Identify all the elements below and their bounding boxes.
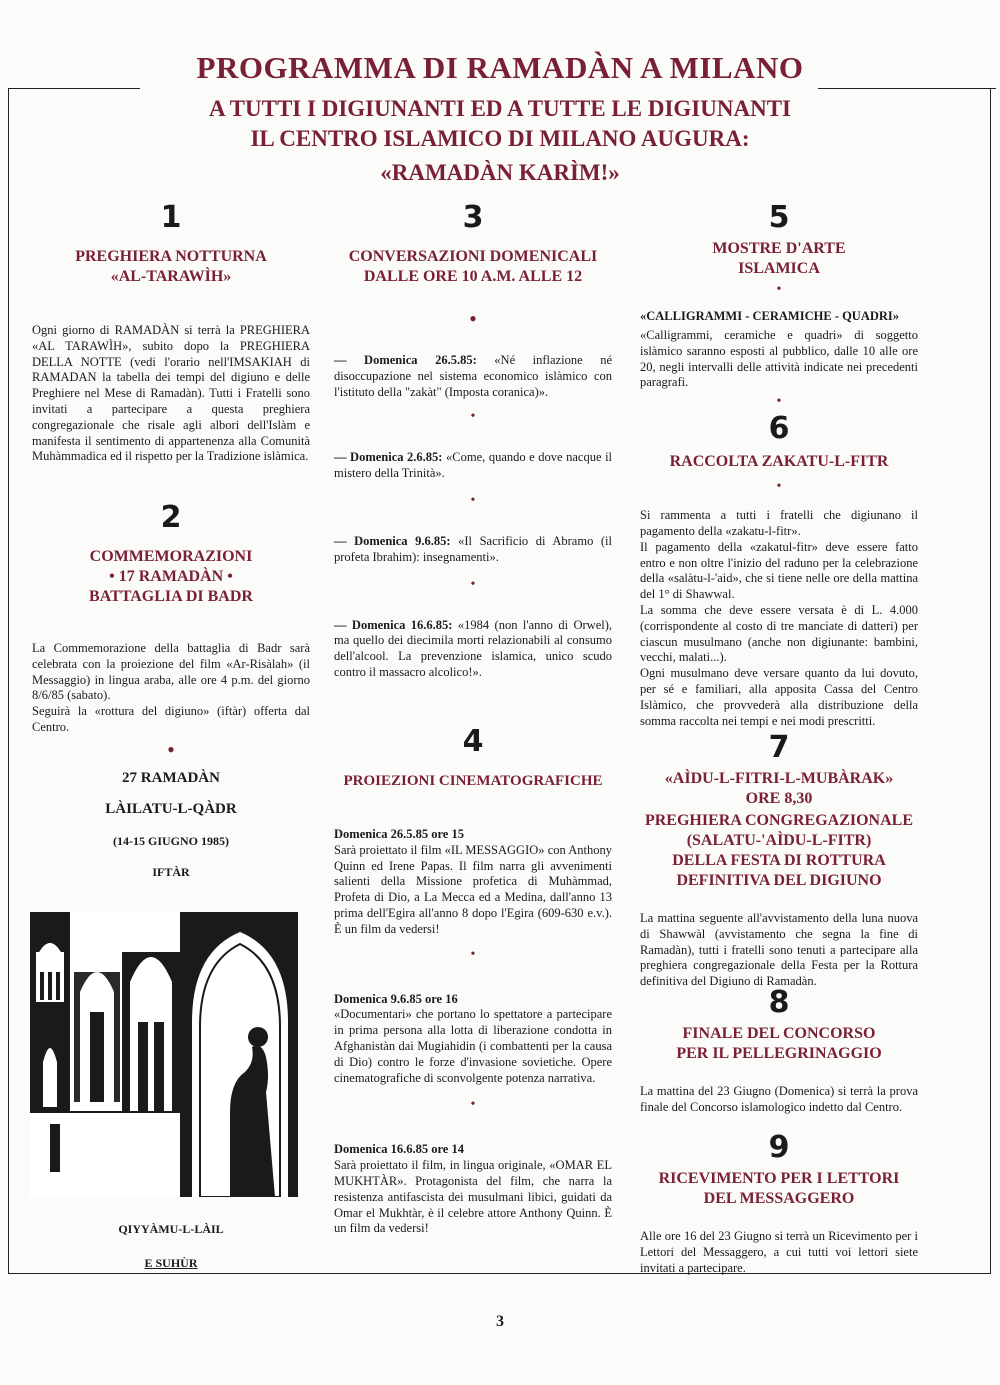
conversation-date: — Domenica 9.6.85:: [334, 533, 451, 548]
section-9-heading-line-2: DEL MESSAGGERO: [703, 1190, 855, 1207]
iftar-label: IFTÀR: [152, 864, 190, 879]
section-number-3: 3: [462, 200, 484, 235]
section-number-8: 8: [768, 985, 790, 1020]
screening-item: [334, 1142, 612, 1237]
conversation-date: — Domenica 2.6.85:: [334, 450, 443, 465]
screening-item: [334, 827, 612, 938]
bullet-divider: •: [470, 409, 476, 425]
section-2-heading-line-2: • 17 RAMADÀN •: [109, 568, 233, 585]
conversation-topic: «1984 (non l'anno di Orwel), ma quello dei diecimila morti relazionabili al consumo dell'alcool. La prevenzione islamica, unico scudo contro il massacro alcolico!».: [334, 617, 613, 679]
section-8-heading-line-2: PER IL PELLEGRINAGGIO: [676, 1045, 882, 1062]
bullet-divider: •: [470, 1097, 476, 1113]
section-2-heading-line-1: COMMEMORAZIONI: [89, 548, 253, 565]
section-7-heading-line-3: PREGHIERA CONGREGAZIONALE: [644, 812, 914, 829]
section-number-6: 6: [768, 411, 790, 447]
screening-description: Sarà proiettato il film, in lingua originale, «OMAR EL MUKHTÀR». Protagonista del film, che narra la resistenza antifascista dei musulmani libici, guidati da Omar el Mukhtàr, è il celebre attore Anthony Quinn. È un film da vedersi!: [334, 1158, 612, 1236]
screening-description: Sarà proiettato il film «IL MESSAGGIO» con Anthony Quinn ed Irene Papas. Il film narra gli avvenimenti salienti della Missione profetica di Muhàmmad, Profeta di Dio, a La Mecca ed a Medina, dall'anno 13 prima dell'Egira all'anno 8 dopo l'Egira (609-630 e.v.). È un film da vedersi!: [334, 842, 612, 936]
section-1-heading-line-2: «AL-TARAWÌH»: [110, 268, 232, 285]
lailatul-qadr-heading: LÀILATU-L-QÀDR: [105, 800, 237, 817]
bullet-divider: •: [167, 736, 175, 762]
section-9-heading-line-1: RICEVIMENTO PER I LETTORI: [658, 1170, 900, 1187]
suhur-label: E SUHÙR: [144, 1256, 198, 1270]
section-7-heading-line-2: ORE 8,30: [745, 790, 813, 807]
section-1-heading-line-1: PREGHIERA NOTTURNA: [75, 248, 267, 265]
section-7-heading-line-4: (SALATU-'AÌDU-L-FITR): [686, 832, 872, 849]
column-1: [32, 200, 310, 465]
lailatul-qadr-date: (14-15 GIUGNO 1985): [113, 833, 229, 848]
section-6-heading: RACCOLTA ZAKATU-L-FITR: [669, 453, 889, 471]
bullet-divider: •: [470, 492, 476, 508]
column-3-section-7: [640, 730, 918, 990]
section-2-body-2: Seguirà la «rottura del digiuno» (iftàr) offerta dal Centro.: [32, 704, 310, 734]
mosque-illustration: [30, 912, 298, 1197]
section-5-subheading: «CALLIGRAMMI - CERAMICHE - QUADRI»: [640, 309, 900, 323]
column-3-section-9: [640, 1130, 918, 1276]
section-3-heading-line-1: CONVERSAZIONI DOMENICALI: [348, 248, 598, 265]
screening-date: Domenica 16.6.85 ore 14: [334, 1142, 464, 1157]
bullet-divider: •: [469, 306, 477, 331]
section-7-heading-line-1: «AÌDU-L-FITRI-L-MUBÀRAK»: [664, 770, 894, 787]
section-7-heading-line-6: DEFINITIVA DEL DIGIUNO: [676, 872, 882, 889]
section-number-1: 1: [160, 200, 182, 235]
section-6-paragraph: Ogni musulmano deve versare quanto da lui dovuto, per sé e familiari, alla apposita Cassa del Centro Islàmico, che provvederà alla distribuzione della somma raccolta nei tempi e nei modi prescritti.: [640, 666, 918, 728]
conversation-item: [334, 353, 612, 400]
section-number-2: 2: [160, 500, 182, 535]
column-1-section-2: [32, 500, 310, 880]
section-3-heading-line-2: DALLE ORE 10 A.M. ALLE 12: [363, 268, 583, 285]
section-number-7: 7: [768, 730, 790, 765]
bullet-divider: •: [470, 576, 476, 592]
screening-item: [334, 992, 612, 1087]
screening-date: Domenica 26.5.85 ore 15: [334, 827, 464, 841]
section-9-body: Alle ore 16 del 23 Giugno si terrà un Ricevimento per i Lettori del Messaggero, a cui tutti voi lettori siete invitati a partecipare.: [640, 1229, 918, 1275]
conversation-topic: «Come, quando e dove nacque il mistero della Trinità».: [334, 450, 613, 481]
section-4-heading: PROIEZIONI CINEMATOGRAFICHE: [343, 773, 603, 789]
conversation-item: [334, 450, 612, 482]
section-6-paragraph: La somma che deve essere versata è di L. 4.000 (corrispondente al costo di tre manciate di datteri) per ciascun musulmano (anche non digiunante: bambini, vecchi, malati...).: [640, 602, 918, 665]
bullet-divider: •: [776, 282, 782, 297]
section-5-body: «Calligrammi, ceramiche e quadri» di soggetto islàmico saranno esposti al pubblico, dalle 10 alle ore 20, negli intervalli delle attività indicate nei precedenti paragrafi.: [640, 328, 918, 390]
section-6-paragraph: Si rammenta a tutti i fratelli che digiunano il pagamento della «zakatu-l-fitr».: [640, 508, 918, 538]
bullet-divider: •: [776, 394, 782, 410]
screening-date: Domenica 9.6.85 ore 16: [334, 991, 458, 1006]
column-3-section-8: [640, 985, 918, 1116]
section-7-heading-line-5: DELLA FESTA DI ROTTURA: [672, 852, 886, 869]
conversation-topic: «Né inflazione né disoccupazione nel sistema economico islàmico con l'istituto della "zakàt" (Imposta coranica)».: [334, 353, 613, 399]
column-2-section-4: [334, 724, 612, 1237]
bullet-divider: •: [470, 946, 476, 962]
section-number-4: 4: [462, 724, 484, 759]
bullet-divider: •: [776, 479, 782, 495]
conversation-date: — Domenica 16.6.85:: [334, 617, 453, 632]
conversation-item: [334, 618, 612, 681]
section-5-heading-line-2: ISLAMICA: [738, 260, 820, 277]
section-1-body: Ogni giorno di RAMADÀN si terrà la PREGHIERA «AL TARAWÌH», subito dopo la PREGHIERA DELLA NOTTE (vedi l'orario nell'IMSAKIAH di RAMADAN la tabella dei tempi del digiuno e delle Preghiere nel Mese di Ramadàn). Tutti i Fratelli sono invitati a partecipare a questa preghiera congregazionale che risale agli albori dell'Islàm e manifesta il sentimento di appartenenza alla Comunità Muhàmmadica ed il rispetto per la Tradizione islàmica.: [32, 323, 310, 464]
subtitle-greeting: «RAMADÀN KARÌM!»: [380, 160, 620, 185]
section-8-body: La mattina del 23 Giugno (Domenica) si terrà la prova finale del Concorso islamologico indetto dal Centro.: [640, 1084, 918, 1114]
section-6-paragraph: Il pagamento della «zakatul-fitr» deve essere fatto entro e non oltre l'inizio del raduno per la celebrazione della «salàtu-l-'aid», che si tiene nelle ore della mattina del 1° di Shawwal.: [640, 539, 918, 602]
conversation-topic: «Il Sacrificio di Abramo (il profeta Ibrahim): insegnamenti».: [334, 533, 612, 564]
section-5-heading-line-1: MOSTRE D'ARTE: [712, 240, 846, 257]
page-number: 3: [496, 1313, 504, 1330]
section-8-heading-line-1: FINALE DEL CONCORSO: [682, 1025, 876, 1042]
section-7-body: La mattina seguente all'avvistamento della luna nuova di Shawwàl (avvistamento che segna la fine di Ramadàn), tutti i fratelli sono tenuti a partecipare alla preghiera congregazionale della Festa per la Rottura definitiva del Digiuno di Ramadàn.: [640, 911, 918, 989]
section-number-5: 5: [768, 200, 790, 235]
column-3: [640, 200, 918, 729]
page-title: PROGRAMMA DI RAMADÀN A MILANO: [196, 50, 804, 85]
subtitle-line-1: A TUTTI I DIGIUNANTI ED A TUTTE LE DIGIUNANTI: [209, 96, 791, 121]
section-2-heading-line-3: BATTAGLIA DI BADR: [89, 588, 253, 605]
section-number-9: 9: [768, 1130, 790, 1165]
conversation-item: [334, 534, 612, 566]
section-2-body-1: La Commemorazione della battaglia di Badr sarà celebrata con la proiezione del film «Ar-Risàlah» (il Messaggio) in lingua araba, alle ore 4 p.m. del giorno 8/6/85 (sabato).: [32, 641, 310, 703]
qiyyamul-lail-label: QIYYÀMU-L-LÀIL: [118, 1222, 224, 1236]
column-2: [334, 200, 612, 681]
subtitle-line-2: IL CENTRO ISLAMICO DI MILANO AUGURA:: [250, 126, 750, 151]
ramadan-27-heading: 27 RAMADÀN: [122, 769, 220, 786]
conversation-date: — Domenica 26.5.85:: [334, 353, 477, 367]
screening-description: «Documentari» che portano lo spettatore a partecipare in prima persona alla lotta di liberazione condotta in Afghanistàn dai Mugiahidin (i combattenti per la causa di Dio) contro le forze d'invasione sovietiche. Opere cinematografiche di sconvolgente potenza narrativa.: [334, 1007, 612, 1085]
